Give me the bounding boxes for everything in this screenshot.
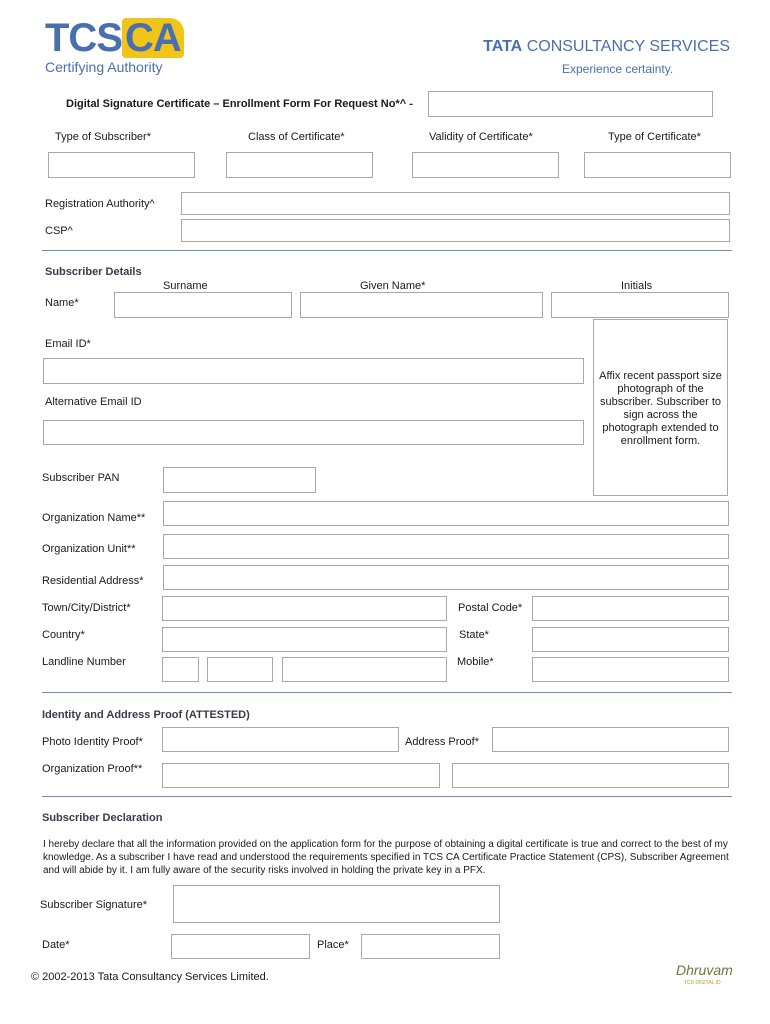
org-unit-field[interactable] — [163, 534, 729, 559]
proof-heading: Identity and Address Proof (ATTESTED) — [42, 709, 250, 721]
signature-field[interactable] — [173, 885, 500, 923]
country-field[interactable] — [162, 627, 447, 652]
photo-id-proof-field[interactable] — [162, 727, 399, 752]
org-unit-label: Organization Unit** — [42, 543, 136, 555]
tcs-ca-logo — [45, 18, 184, 75]
alt-email-label: Alternative Email ID — [45, 396, 142, 408]
divider — [42, 796, 732, 797]
given-name-field[interactable] — [300, 292, 543, 318]
surname-field[interactable] — [114, 292, 292, 318]
mobile-label: Mobile* — [457, 656, 494, 668]
declaration-text: I hereby declare that all the information provided on the application form for the purpose of obtaining a digital certificate is true and correct to the best of my knowledge. As a subscriber I have read and understood the requirements specified in TCS CA Certificate Practice Statement (CPS), Subscriber Agreement and will abide by it. I am fully aware of the security risks involved in holding the private key in a PFX. — [43, 839, 729, 876]
subscriber-details-heading: Subscriber Details — [45, 266, 142, 278]
landline-label: Landline Number — [42, 656, 126, 668]
dhruvam-logo: Dhruvam — [676, 962, 733, 978]
tata-brand: TATA — [483, 38, 523, 55]
residential-address-field[interactable] — [163, 565, 729, 590]
place-label: Place* — [317, 939, 349, 951]
postal-code-label: Postal Code* — [458, 602, 523, 614]
registration-authority-label: Registration Authority^ — [45, 198, 155, 210]
address-proof-field[interactable] — [492, 727, 729, 752]
landline-number-field[interactable] — [282, 657, 447, 682]
type-of-certificate-field[interactable] — [584, 152, 731, 178]
logo-subtitle: Certifying Authority — [45, 59, 163, 75]
name-label: Name* — [45, 297, 79, 309]
signature-label: Subscriber Signature* — [40, 899, 148, 911]
address-proof-label: Address Proof* — [405, 736, 479, 748]
divider — [42, 250, 732, 251]
dhruvam-logo-sub: TCS DIGITAL ID — [684, 980, 721, 986]
org-proof-field-2[interactable] — [452, 763, 729, 788]
town-label: Town/City/District* — [42, 602, 131, 614]
initials-label: Initials — [621, 280, 653, 292]
org-name-field[interactable] — [163, 501, 729, 526]
validity-of-certificate-label: Validity of Certificate* — [429, 131, 533, 143]
org-proof-field-1[interactable] — [162, 763, 440, 788]
country-label: Country* — [42, 629, 85, 641]
tata-tagline: Experience certainty. — [562, 62, 674, 76]
landline-country-code-field[interactable] — [162, 657, 199, 682]
tata-logo — [483, 38, 730, 56]
landline-area-code-field[interactable] — [207, 657, 273, 682]
copyright-text: © 2002-2013 Tata Consultancy Services Limited. — [31, 971, 269, 983]
divider — [42, 692, 732, 693]
class-of-certificate-label: Class of Certificate* — [248, 131, 345, 143]
logo-ca-text: CA — [122, 18, 184, 58]
given-name-label: Given Name* — [360, 280, 426, 292]
tata-title: CONSULTANCY SERVICES — [526, 38, 730, 55]
town-field[interactable] — [162, 596, 447, 621]
pan-label: Subscriber PAN — [42, 472, 120, 484]
type-of-certificate-label: Type of Certificate* — [608, 131, 701, 143]
surname-label: Surname — [163, 280, 208, 292]
email-field[interactable] — [43, 358, 584, 384]
validity-of-certificate-field[interactable] — [412, 152, 559, 178]
org-proof-label: Organization Proof** — [42, 763, 143, 775]
date-label: Date* — [42, 939, 70, 951]
photo-instructions: Affix recent passport size photograph of the subscriber. Subscriber to sign across the photograph extended to enrollment form. — [599, 370, 722, 447]
email-label: Email ID* — [45, 338, 91, 350]
alt-email-field[interactable] — [43, 420, 584, 445]
csp-label: CSP^ — [45, 225, 73, 237]
state-field[interactable] — [532, 627, 729, 652]
residential-address-label: Residential Address* — [42, 575, 144, 587]
initials-field[interactable] — [551, 292, 729, 318]
state-label: State* — [459, 629, 489, 641]
postal-code-field[interactable] — [532, 596, 729, 621]
place-field[interactable] — [361, 934, 500, 959]
type-of-subscriber-label: Type of Subscriber* — [55, 131, 151, 143]
photo-id-proof-label: Photo Identity Proof* — [42, 736, 143, 748]
logo-tcs-text: TCS — [45, 16, 122, 60]
csp-field[interactable] — [181, 219, 730, 242]
declaration-heading: Subscriber Declaration — [42, 812, 163, 824]
date-field[interactable] — [171, 934, 310, 959]
org-name-label: Organization Name** — [42, 512, 146, 524]
pan-field[interactable] — [163, 467, 316, 493]
mobile-field[interactable] — [532, 657, 729, 682]
registration-authority-field[interactable] — [181, 192, 730, 215]
class-of-certificate-field[interactable] — [226, 152, 373, 178]
form-title: Digital Signature Certificate – Enrollment Form For Request No*^ - — [66, 98, 413, 110]
request-no-field[interactable] — [428, 91, 713, 117]
photo-box[interactable] — [593, 319, 728, 496]
type-of-subscriber-field[interactable] — [48, 152, 195, 178]
